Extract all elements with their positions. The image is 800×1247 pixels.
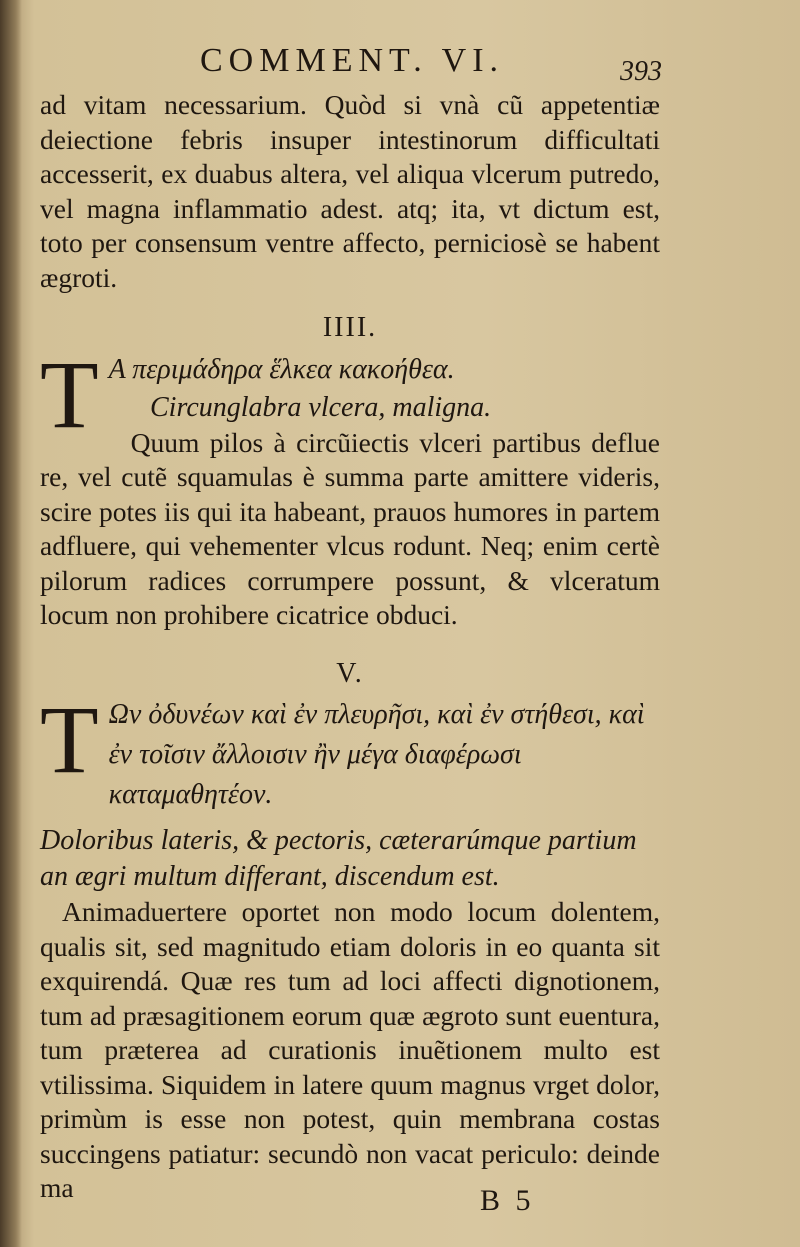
latin-title-5: Doloribus lateris, & pectoris, cæterarúmque partium an ægri multum differant, discendum est. (40, 825, 637, 892)
greek-title-5: Ων ὀδυνέων καὶ ἐν πλευρῆσι, καὶ ἐν στήθεσι, καὶ ἐν τοῖσιν ἄλλοισιν ἢν μέγα διαφέρωσι καταμαθητέον. (108, 699, 645, 810)
latin-title-4: Circunglabra vlcera, maligna. (150, 391, 492, 423)
greek-title-4: Α περιμάδηρα ἕλκεα κακοήθεα. (108, 353, 455, 385)
section-5-text: Animaduertere oportet non modo locum dolentem, qualis sit, sed magnitudo etiam doloris in eo quanta sit exquirendá. Quæ res tum ad loci affecti dignotionem, tum ad præsagitionem eorum quæ ægroto sunt euentura, tum præterea ad curationis inuẽtionem multo est vtilissima. Siquidem in latere quum magnus vrget dolor, primùm is esse non potest, quin membrana costas succingens patiatur: secundò non vacat periculo: deinde ma (40, 896, 660, 1203)
section-4-text: Quum pilos à circũiectis vlceri partibus deflue re, vel cutẽ squamulas è summa parte amittere videris, scire potes iis qui ita habeant, prauos humores in partem adfluere, qui vehementer vlcus rodunt. Neq; enim certè pilorum radices corrumpere possunt, & vlceratum locum non prohibere cicatrice obduci. (40, 426, 660, 630)
section-4 (40, 340, 660, 633)
signature-mark: B 5 (480, 1184, 535, 1217)
dropcap-5: T (40, 686, 99, 793)
section-number-4: IIII. (322, 312, 378, 343)
page-text (40, 88, 660, 1206)
section-5 (40, 686, 660, 1206)
page-header (60, 42, 760, 92)
intro-paragraph: ad vitam necessarium. Quòd si vnà cũ appetentiæ deiectione febris insuper intestinorum difficultati accesserit, ex duabus altera, vel aliqua vlcerum putredo, vel magna inflammatio adest. atq; ita, vt dictum est, toto per consensum ventre affecto, perniciosè se habent ægroti. (40, 89, 660, 293)
section-number-5: V. (336, 657, 364, 689)
dropcap-4: T (40, 340, 99, 448)
page-number: 393 (620, 56, 662, 87)
book-gutter (0, 0, 22, 1247)
running-head: COMMENT. VI. (200, 42, 505, 79)
